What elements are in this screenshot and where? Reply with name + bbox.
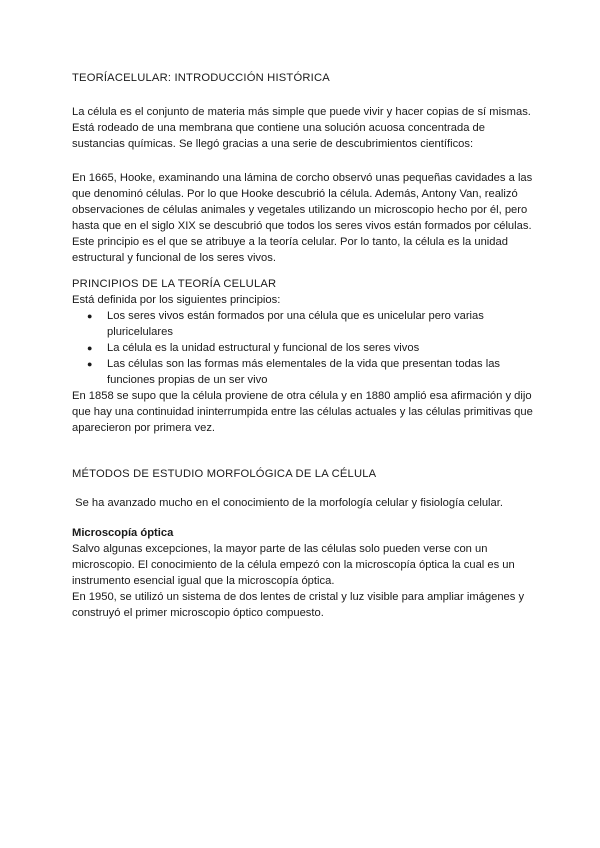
spacer xyxy=(72,511,534,525)
spacer xyxy=(72,86,534,102)
section-title-principles: PRINCIPIOS DE LA TEORÍA CELULAR xyxy=(72,278,277,290)
spacer xyxy=(72,152,534,168)
list-item: ● Los seres vivos están formados por una célula que es unicelular pero varias pluricelulares xyxy=(107,308,534,340)
section-title-cell-theory: TEORÍACELULAR: INTRODUCCIÓN HISTÓRICA xyxy=(72,72,330,84)
compound-microscope-paragraph: En 1950, se utilizó un sistema de dos lentes de cristal y luz visible para ampliar imágenes y construyó el primer microscopio óptico compuesto. xyxy=(72,591,525,619)
spacer xyxy=(72,482,534,495)
methods-intro: Se ha avanzado mucho en el conocimiento de la morfología celular y fisiología celular. xyxy=(72,497,503,509)
document-page xyxy=(72,70,534,621)
history-paragraph: En 1665, Hooke, examinando una lámina de corcho observó unas pequeñas cavidades a las que denominó células. Por lo que Hooke descubrió la célula. Además, Antony Van, realizó observaciones de células animales y vegetales utilizando un microscopio hecho por él, pero hasta que en el siglo XIX se descubrió que todos los seres vivos están formados por células. Este principio es el que se atribuye a la teoría celular. Por lo tanto, la célula es la unidad estructural y funcional de los seres vivos. xyxy=(72,172,533,264)
principles-lead: Está definida por los siguientes principios: xyxy=(72,294,281,306)
list-item: ● Las células son las formas más elementales de la vida que presentan todas las funciones propias de un ser vivo xyxy=(107,356,534,388)
spacer xyxy=(72,436,534,466)
subheading-optical-microscopy: Microscopía óptica xyxy=(72,527,174,539)
intro-paragraph: La célula es el conjunto de materia más simple que puede vivir y hacer copias de sí mismas. Está rodeado de una membrana que contiene una solución acuosa concentrada de sustancias químicas. Se llegó gracias a una serie de descubrimientos científicos: xyxy=(72,106,531,150)
principles-list xyxy=(72,308,534,388)
spacer xyxy=(72,266,534,276)
list-item: ● La célula es la unidad estructural y funcional de los seres vivos xyxy=(107,340,534,356)
section-title-methods: MÉTODOS DE ESTUDIO MORFOLÓGICA DE LA CÉLULA xyxy=(72,468,377,480)
principles-closing-paragraph: En 1858 se supo que la célula proviene de otra célula y en 1880 amplió esa afirmación y dijo que hay una continuidad ininterrumpida entre las células actuales y las células primitivas que aparecieron por primera vez. xyxy=(72,390,533,434)
optical-microscopy-paragraph: Salvo algunas excepciones, la mayor parte de las células solo pueden verse con un microscopio. El conocimiento de la célula empezó con la microscopía óptica la cual es un instrumento esencial igual que la microscopía óptica. xyxy=(72,543,515,587)
